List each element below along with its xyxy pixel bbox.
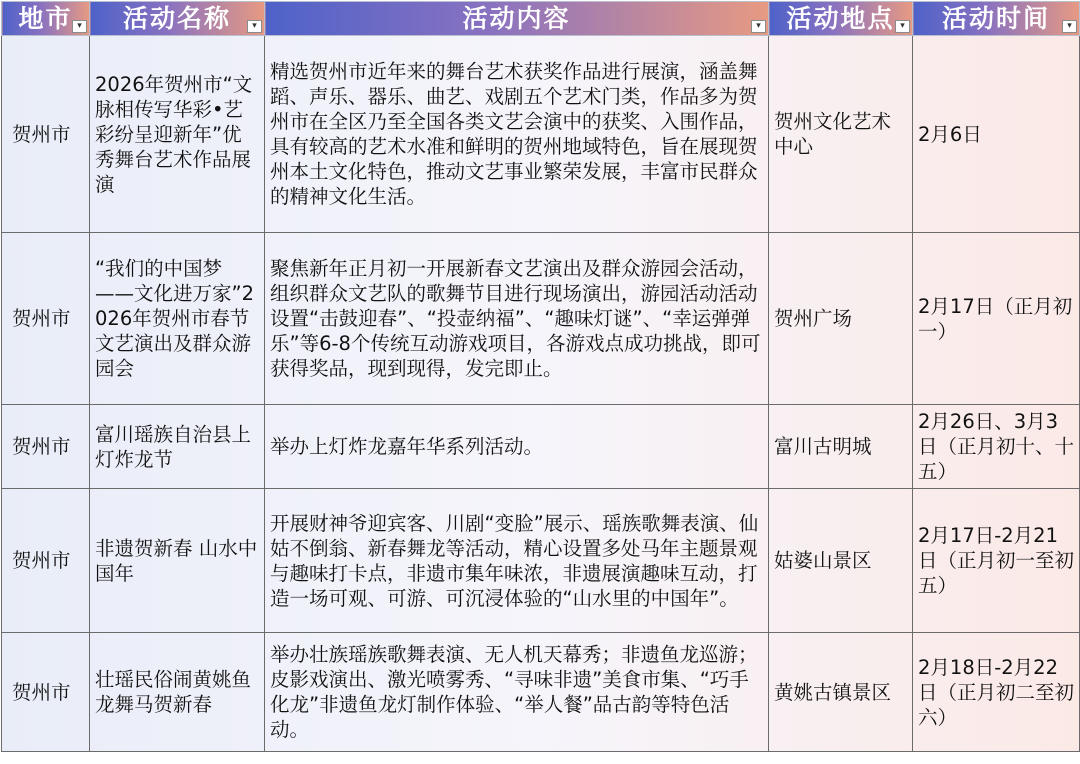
cell-content[interactable]: 聚焦新年正月初一开展新春文艺演出及群众游园会活动，组织群众文艺队的歌舞节目进行现场演出，游园活动活动设置“击鼓迎春”、“投壶纳福”、“趣味灯谜”、“幸运弹弹乐”等6-8个传统互动游戏项目，各游戏点成功挑战，即可获得奖品，现到现得，发完即止。 [265, 233, 769, 405]
column-header-time[interactable] [913, 2, 1080, 36]
table-row [2, 405, 1080, 489]
cell-content[interactable]: 举办壮族瑶族歌舞表演、无人机天幕秀；非遗鱼龙巡游；皮影戏演出、激光喷雾秀、“寻味非遗”美食市集、“巧手化龙”非遗鱼龙灯制作体验、“举人餐”品古韵等特色活动。 [265, 633, 769, 752]
column-header-name[interactable] [90, 2, 265, 36]
cell-time[interactable]: 2月26日、3月3日（正月初十、十五） [913, 405, 1080, 489]
dropdown-filter-icon[interactable]: ▾ [751, 20, 766, 33]
dropdown-filter-icon[interactable]: ▾ [895, 20, 910, 33]
cell-name[interactable]: 壮瑶民俗闹黄姚鱼龙舞马贺新春 [90, 633, 265, 752]
cell-city[interactable]: 贺州市 [2, 36, 90, 233]
cell-city[interactable]: 贺州市 [2, 633, 90, 752]
table-row [2, 233, 1080, 405]
table-row [2, 489, 1080, 633]
cell-time[interactable]: 2月17日（正月初一） [913, 233, 1080, 405]
cell-location[interactable]: 富川古明城 [769, 405, 913, 489]
cell-name[interactable]: “我们的中国梦——文化进万家”2026年贺州市春节文艺演出及群众游园会 [90, 233, 265, 405]
cell-content[interactable]: 精选贺州市近年来的舞台艺术获奖作品进行展演，涵盖舞蹈、声乐、器乐、曲艺、戏剧五个艺术门类，作品多为贺州市在全区乃至全国各类文艺会演中的获奖、入围作品，具有较高的艺术水准和鲜明的贺州地域特色，旨在展现贺州本土文化特色，推动文艺事业繁荣发展，丰富市民群众的精神文化生活。 [265, 36, 769, 233]
column-header-location[interactable] [769, 2, 913, 36]
column-header-label: 地市 [18, 4, 73, 33]
table-row [2, 633, 1080, 752]
cell-city[interactable]: 贺州市 [2, 405, 90, 489]
cell-name[interactable]: 2026年贺州市“文脉相传写华彩•艺彩纷呈迎新年”优秀舞台艺术作品展演 [90, 36, 265, 233]
column-header-content[interactable] [265, 2, 769, 36]
cell-time[interactable]: 2月6日 [913, 36, 1080, 233]
column-header-city[interactable] [2, 2, 90, 36]
cell-location[interactable]: 贺州文化艺术中心 [769, 36, 913, 233]
cell-location[interactable]: 贺州广场 [769, 233, 913, 405]
header-row [2, 2, 1080, 36]
column-header-label: 活动内容 [462, 4, 571, 33]
cell-time[interactable]: 2月17日-2月21日（正月初一至初五） [913, 489, 1080, 633]
table-row [2, 36, 1080, 233]
cell-time[interactable]: 2月18日-2月22日（正月初二至初六） [913, 633, 1080, 752]
cell-name[interactable]: 非遗贺新春 山水中国年 [90, 489, 265, 633]
cell-content[interactable]: 举办上灯炸龙嘉年华系列活动。 [265, 405, 769, 489]
cell-name[interactable]: 富川瑶族自治县上灯炸龙节 [90, 405, 265, 489]
column-header-label: 活动名称 [122, 4, 231, 33]
cell-city[interactable]: 贺州市 [2, 489, 90, 633]
cell-content[interactable]: 开展财神爷迎宾客、川剧“变脸”展示、瑶族歌舞表演、仙姑不倒翁、新春舞龙等活动，精心设置多处马年主题景观与趣味打卡点，非遗市集年味浓，非遗展演趣味互动，打造一场可观、可游、可沉浸体验的“山水里的中国年”。 [265, 489, 769, 633]
cell-location[interactable]: 黄姚古镇景区 [769, 633, 913, 752]
column-header-label: 活动时间 [941, 4, 1050, 33]
cell-city[interactable]: 贺州市 [2, 233, 90, 405]
dropdown-filter-icon[interactable]: ▾ [247, 20, 262, 33]
dropdown-filter-icon[interactable]: ▾ [1062, 20, 1077, 33]
activity-table [1, 1, 1080, 752]
cell-location[interactable]: 姑婆山景区 [769, 489, 913, 633]
column-header-label: 活动地点 [786, 4, 895, 33]
dropdown-filter-icon[interactable]: ▾ [72, 20, 87, 33]
